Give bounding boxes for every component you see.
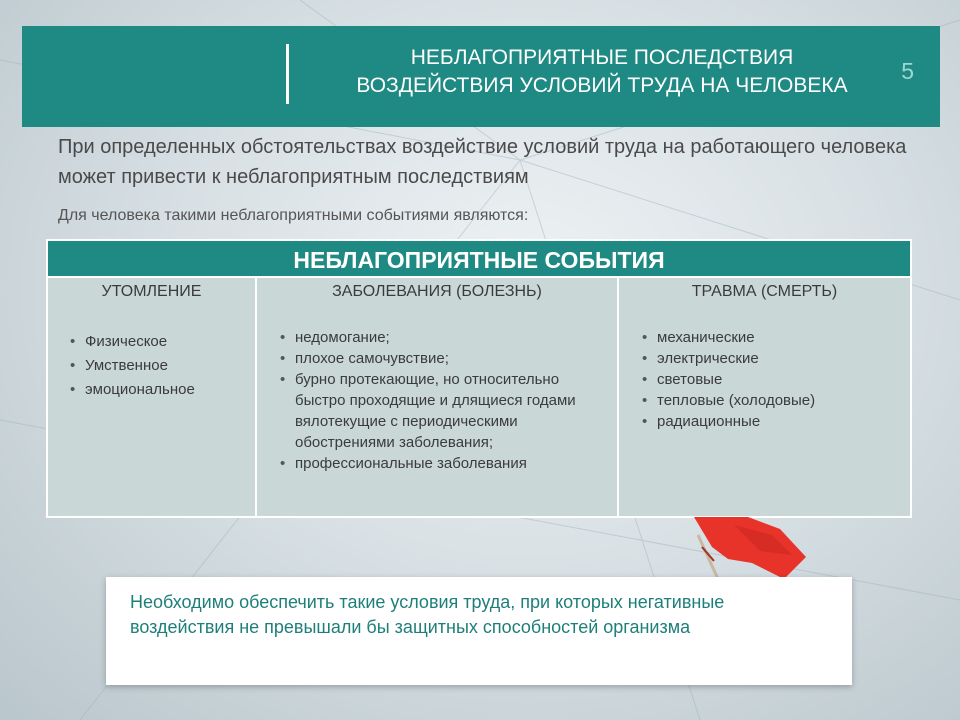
subintro-text: Для человека такими неблагоприятными событиями являются:	[58, 207, 529, 224]
list-item: • эмоциональное	[85, 378, 255, 402]
column-fatigue	[48, 278, 257, 518]
slide-title-line-1: НЕБЛАГОПРИЯТНЫЕ ПОСЛЕДСТВИЯ	[410, 46, 794, 69]
conclusion-text: Необходимо обеспечить такие условия труда, при которых негативные воздействия не превышали бы защитных способностей организма	[130, 592, 725, 637]
fatigue-list	[85, 330, 255, 402]
slide-title	[302, 44, 902, 100]
column-title: УТОМЛЕНИЕ	[101, 283, 202, 300]
list-item: • плохое самочувствие;	[295, 348, 611, 369]
list-item: • бурно протекающие, но относительно быстро проходящие и длящиеся годами вялотекущие с периодическими обострениями заболевания;	[295, 369, 611, 453]
disease-list	[295, 327, 611, 474]
title-banner	[22, 26, 940, 127]
list-item: • световые	[657, 369, 910, 390]
list-item: • электрические	[657, 348, 910, 369]
events-table-header: НЕБЛАГОПРИЯТНЫЕ СОБЫТИЯ	[48, 241, 910, 278]
column-title: ЗАБОЛЕВАНИЯ (БОЛЕЗНЬ)	[332, 283, 542, 300]
list-item: • недомогание;	[295, 327, 611, 348]
list-item: • Физическое	[85, 330, 255, 354]
list-item: • тепловые (холодовые)	[657, 390, 910, 411]
slide-number: 5	[901, 58, 914, 84]
list-item: • радиационные	[657, 411, 910, 432]
column-injury	[619, 278, 910, 518]
injury-list	[657, 327, 910, 432]
list-item: • профессиональные заболевания	[295, 453, 611, 474]
column-title: ТРАВМА (СМЕРТЬ)	[691, 283, 838, 300]
conclusion-box	[106, 577, 852, 685]
intro-text: При определенных обстоятельствах воздействие условий труда на работающего человека может привести к неблагоприятным последствиям	[58, 136, 907, 188]
title-divider	[286, 44, 289, 104]
slide-title-line-2: ВОЗДЕЙСТВИЯ УСЛОВИЙ ТРУДА НА ЧЕЛОВЕКА	[356, 74, 848, 97]
events-table	[46, 239, 912, 518]
column-disease	[257, 278, 619, 518]
list-item: • механические	[657, 327, 910, 348]
list-item: • Умственное	[85, 354, 255, 378]
